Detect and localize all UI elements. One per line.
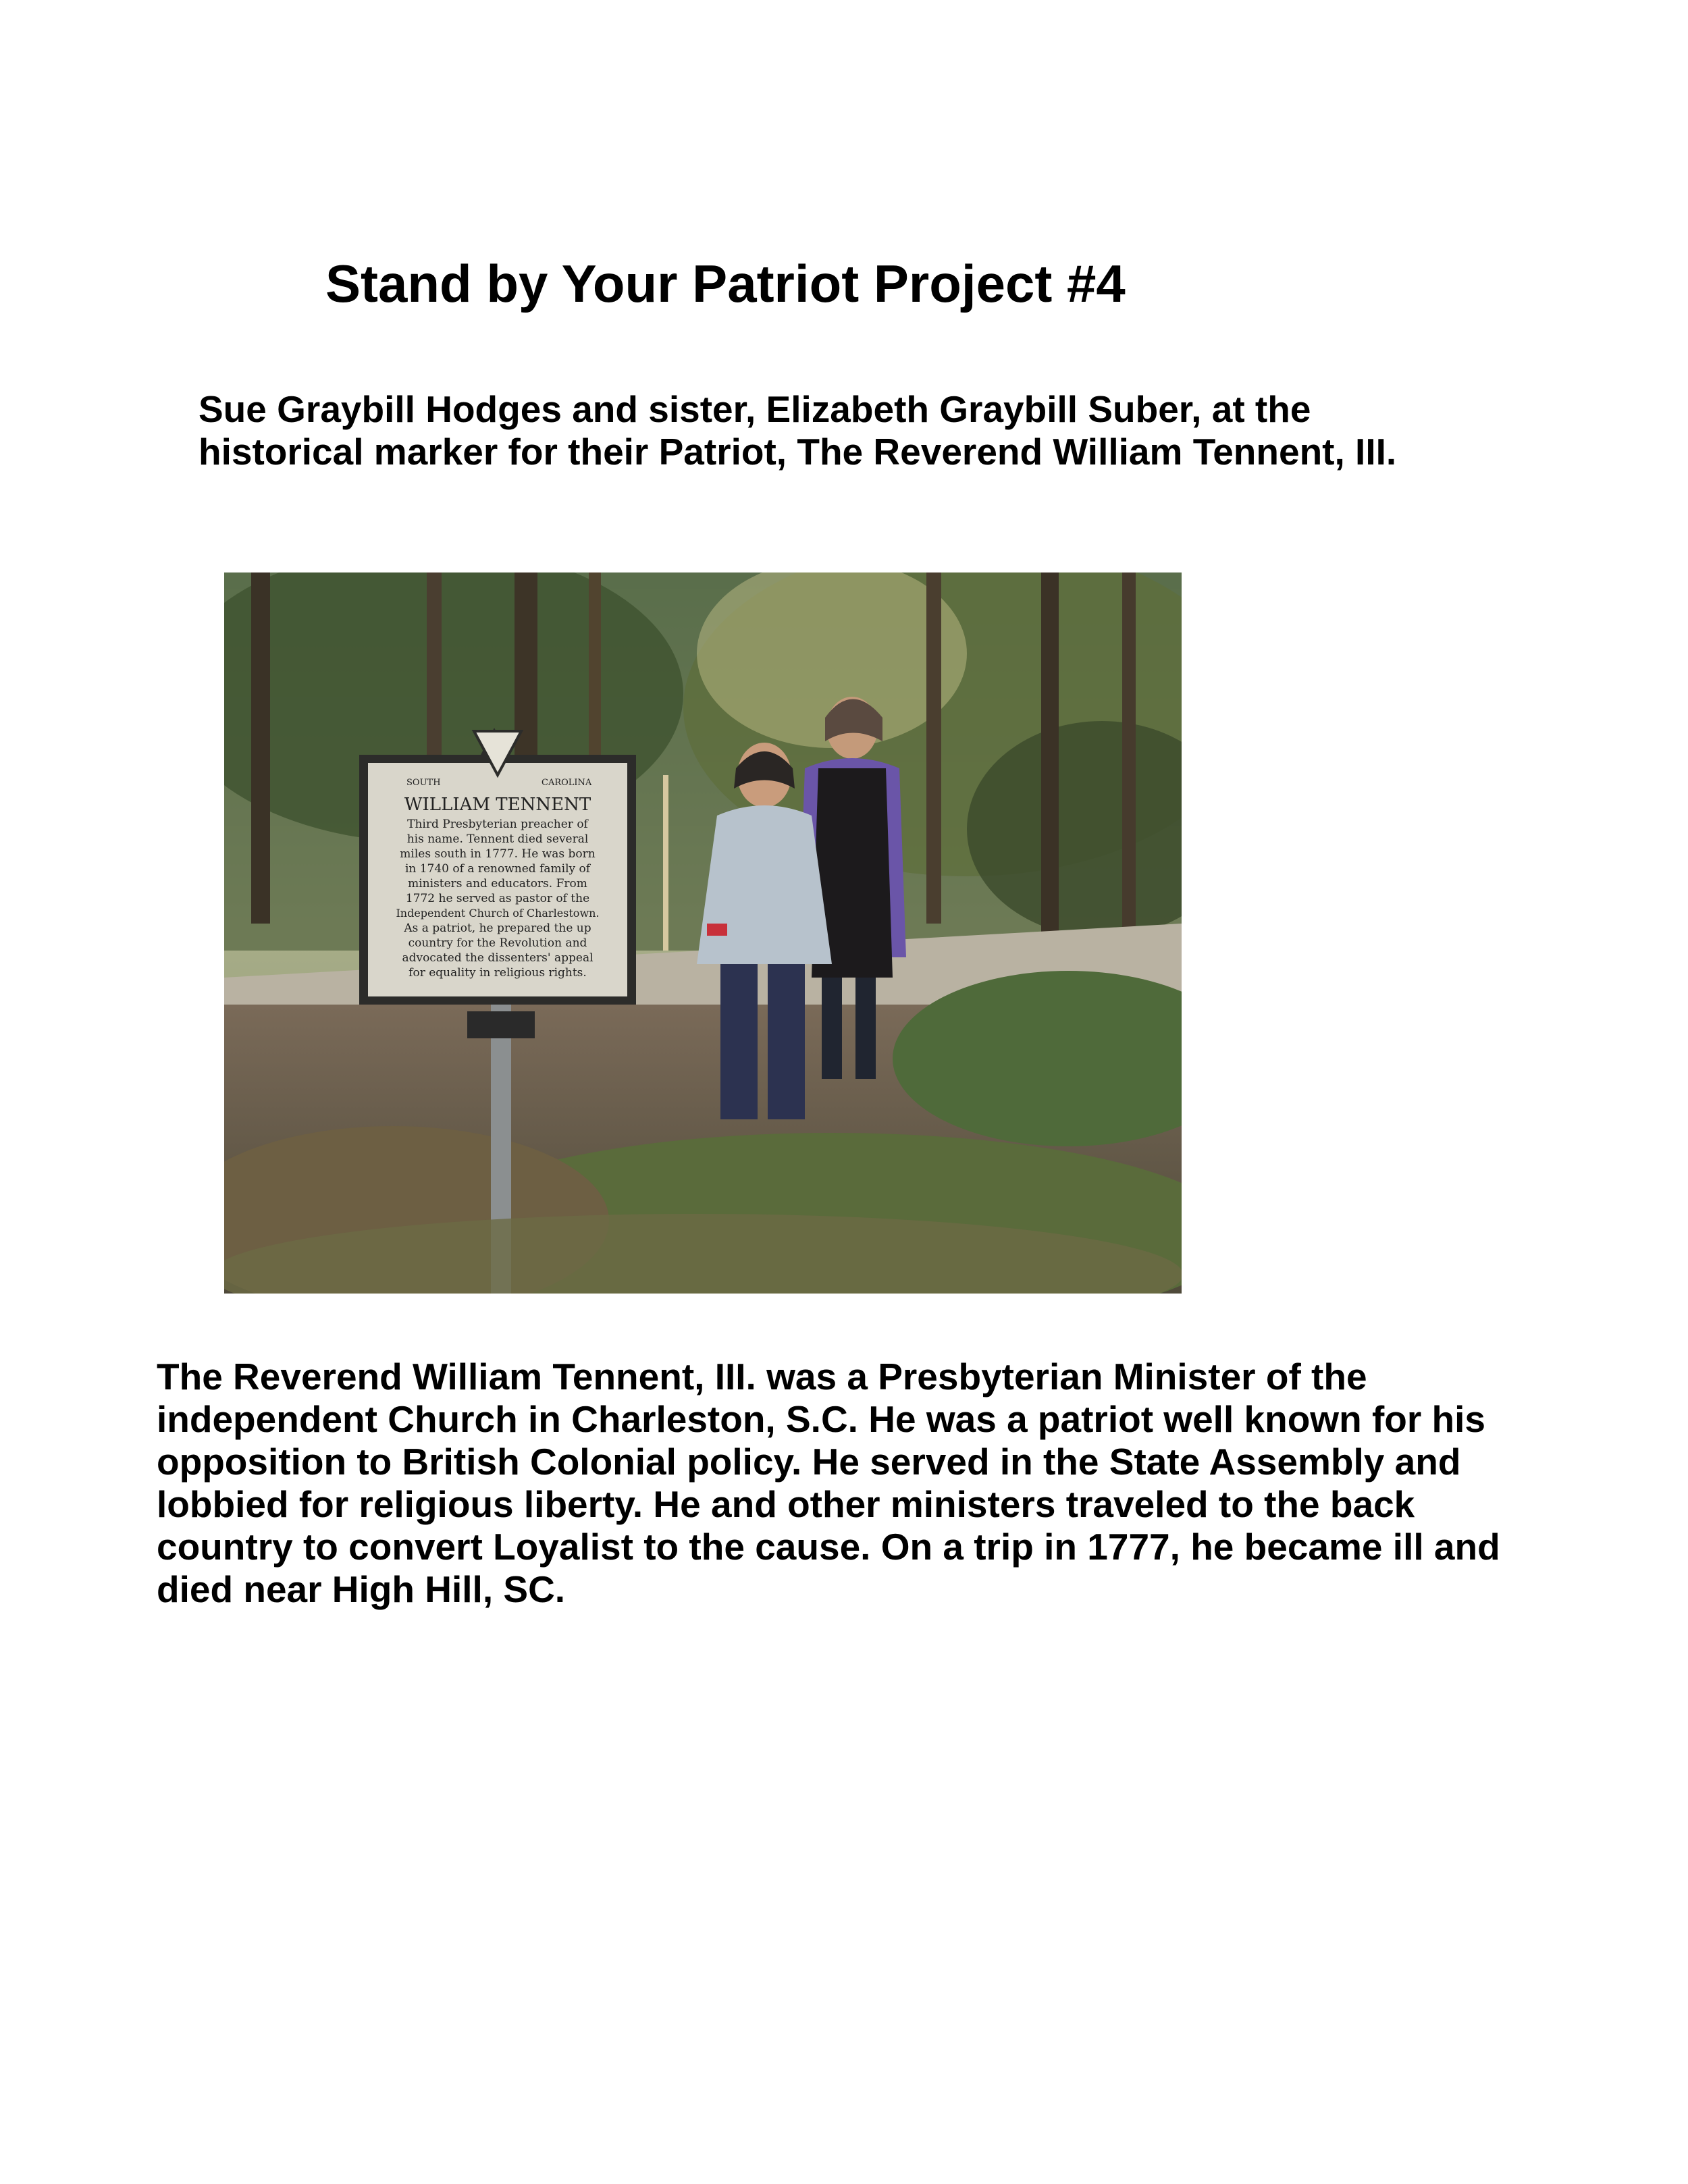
marker-line: for equality in religious rights. bbox=[408, 966, 587, 980]
page-title: Stand by Your Patriot Project #4 bbox=[325, 254, 1126, 313]
marker-photo bbox=[224, 572, 1182, 1294]
body-paragraph: The Reverend William Tennent, III. was a Presbyterian Minister of the independent Church in Charleston, S.C. He was a patriot well known for his opposition to British Colonial policy. He served in the State Assembly and lobbied for religious liberty. He and other ministers traveled to the back country to convert Loyalist to the cause. On a trip in 1777, he became ill and died near High Hill, SC. bbox=[157, 1356, 1500, 1610]
marker-line: advocated the dissenters' appeal bbox=[402, 951, 594, 965]
photo-caption: Sue Graybill Hodges and sister, Elizabeth Graybill Suber, at the historical marker for their Patriot, The Reverend William Tennent, III. bbox=[199, 388, 1397, 473]
marker-line: in 1740 of a renowned family of bbox=[404, 862, 591, 876]
marker-state-left: SOUTH bbox=[406, 778, 441, 788]
marker-line: Third Presbyterian preacher of bbox=[407, 818, 588, 831]
marker-heading: WILLIAM TENNENT bbox=[404, 795, 591, 815]
marker-line: country for the Revolution and bbox=[408, 936, 587, 950]
marker-line: As a patriot, he prepared the up bbox=[404, 922, 591, 935]
marker-line: ministers and educators. From bbox=[408, 877, 587, 890]
marker-line: miles south in 1777. He was born bbox=[400, 847, 596, 861]
marker-line: his name. Tennent died several bbox=[406, 832, 589, 846]
marker-line: Independent Church of Charlestown. bbox=[396, 907, 600, 920]
marker-line: 1772 he served as pastor of the bbox=[405, 892, 590, 905]
marker-state-right: CAROLINA bbox=[542, 778, 592, 788]
